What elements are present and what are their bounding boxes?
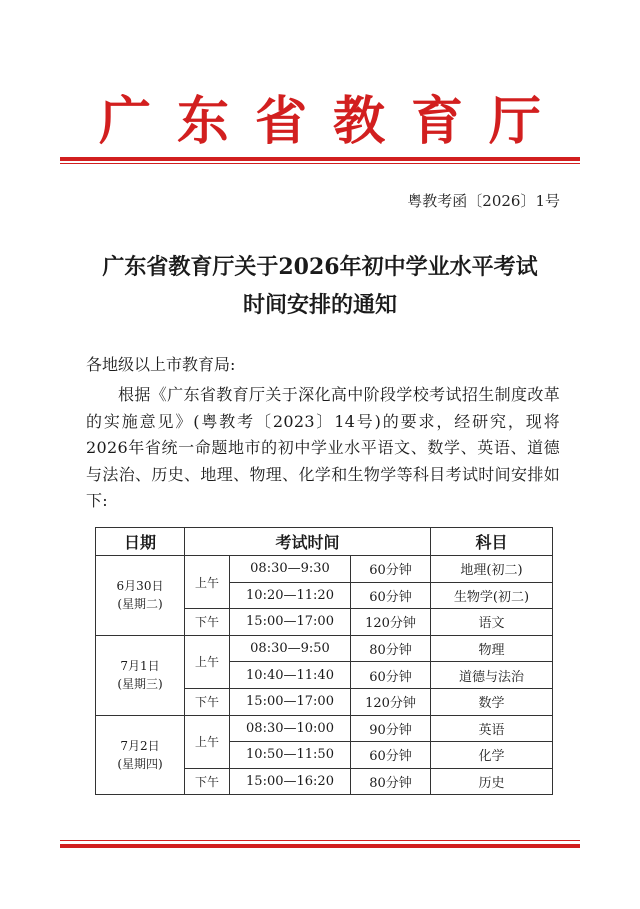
exam-time: 15:00—16:20 [230, 768, 351, 795]
header-time: 考试时间 [185, 528, 431, 556]
weekday-label: (星期二) [117, 597, 163, 612]
date-label: 7月2日 [120, 738, 160, 753]
title-line-1: 广东省教育厅关于2026年初中学业水平考试 [102, 254, 538, 280]
exam-time: 10:50—11:50 [230, 742, 351, 769]
half-day-morning: 上午 [185, 635, 230, 688]
body-paragraph: 根据《广东省教育厅关于深化高中阶段学校考试招生制度改革的实施意见》(粤教考〔2023〕14号)的要求，经研究，现将2026年省统一命题地市的初中学业水平语文、数学、英语、道德与法治、历史、地理、物理、化学和生物学等科目考试时间安排如下: [86, 385, 560, 510]
exam-time: 08:30—10:00 [230, 715, 351, 742]
header-divider-thick [60, 157, 580, 161]
header-divider-thin [60, 163, 580, 164]
exam-duration: 60分钟 [351, 662, 431, 689]
exam-duration: 60分钟 [351, 582, 431, 609]
exam-time: 10:40—11:40 [230, 662, 351, 689]
date-cell [96, 635, 185, 715]
exam-subject: 道德与法治 [431, 662, 553, 689]
exam-subject: 历史 [431, 768, 553, 795]
exam-duration: 120分钟 [351, 609, 431, 636]
exam-duration: 60分钟 [351, 742, 431, 769]
exam-subject: 语文 [431, 609, 553, 636]
exam-time: 10:20—11:20 [230, 582, 351, 609]
exam-subject: 化学 [431, 742, 553, 769]
date-cell [96, 715, 185, 795]
date-label: 6月30日 [116, 579, 164, 594]
exam-duration: 60分钟 [351, 556, 431, 583]
document-number: 粤教考函〔2026〕1号 [407, 192, 560, 210]
exam-duration: 80分钟 [351, 635, 431, 662]
weekday-label: (星期四) [117, 756, 163, 771]
half-day-afternoon: 下午 [185, 688, 230, 715]
exam-time: 15:00—17:00 [230, 688, 351, 715]
exam-subject: 地理(初二) [431, 556, 553, 583]
exam-schedule-table [95, 527, 553, 795]
table-row [96, 556, 553, 583]
half-day-afternoon: 下午 [185, 609, 230, 636]
addressee: 各地级以上市教育局: [86, 355, 236, 374]
exam-time: 08:30—9:30 [230, 556, 351, 583]
date-label: 7月1日 [120, 659, 160, 674]
exam-duration: 90分钟 [351, 715, 431, 742]
exam-duration: 120分钟 [351, 688, 431, 715]
title-line-2: 时间安排的通知 [242, 292, 397, 318]
weekday-label: (星期三) [117, 677, 163, 692]
footer-divider-thick [60, 844, 580, 848]
half-day-afternoon: 下午 [185, 768, 230, 795]
date-cell [96, 556, 185, 636]
exam-time: 08:30—9:50 [230, 635, 351, 662]
header-date: 日期 [96, 528, 185, 556]
exam-subject: 物理 [431, 635, 553, 662]
header-subject: 科目 [431, 528, 553, 556]
table-row [96, 715, 553, 742]
half-day-morning: 上午 [185, 556, 230, 609]
exam-time: 15:00—17:00 [230, 609, 351, 636]
half-day-morning: 上午 [185, 715, 230, 768]
exam-duration: 80分钟 [351, 768, 431, 795]
table-row [96, 635, 553, 662]
exam-subject: 英语 [431, 715, 553, 742]
agency-masthead: 广东省教育厅 [98, 91, 567, 152]
exam-subject: 生物学(初二) [431, 582, 553, 609]
notice-title [60, 248, 580, 324]
table-header-row [96, 528, 553, 556]
exam-subject: 数学 [431, 688, 553, 715]
footer-divider-thin [60, 840, 580, 841]
